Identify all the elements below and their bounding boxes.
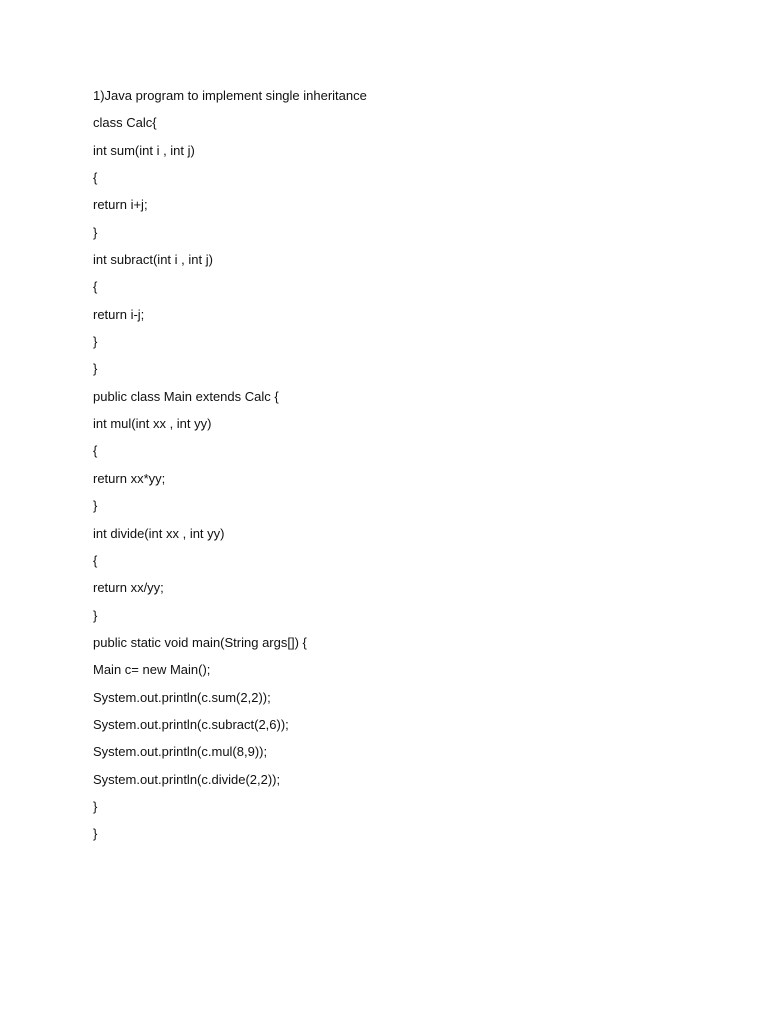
code-line: class Calc{ (93, 115, 157, 131)
code-line: public static void main(String args[]) { (93, 634, 307, 650)
code-line: return xx/yy; (93, 580, 164, 596)
code-line: Main c= new Main(); (93, 662, 211, 678)
code-line: System.out.println(c.subract(2,6)); (93, 716, 289, 732)
document-body (93, 86, 713, 852)
code-line: int subract(int i , int j) (93, 252, 213, 268)
code-line: System.out.println(c.mul(8,9)); (93, 744, 268, 760)
code-line: { (93, 552, 98, 568)
document-heading: 1)Java program to implement single inheritance (93, 88, 367, 103)
code-line: System.out.println(c.divide(2,2)); (93, 771, 281, 787)
code-line: } (93, 498, 98, 514)
code-line: return i+j; (93, 197, 148, 213)
code-line: } (93, 798, 98, 814)
code-line: return i-j; (93, 306, 145, 322)
code-line: } (93, 224, 98, 240)
code-line: int mul(int xx , int yy) (93, 416, 212, 432)
code-line: } (93, 826, 98, 842)
code-line: } (93, 607, 98, 623)
code-line: return xx*yy; (93, 470, 166, 486)
code-line: System.out.println(c.sum(2,2)); (93, 689, 271, 705)
code-line: { (93, 279, 98, 295)
code-line: { (93, 443, 98, 459)
code-line: int sum(int i , int j) (93, 142, 195, 158)
code-line: { (93, 170, 98, 186)
code-line: int divide(int xx , int yy) (93, 525, 225, 541)
code-line: } (93, 361, 98, 377)
code-line: public class Main extends Calc { (93, 388, 279, 404)
code-line: } (93, 334, 98, 350)
